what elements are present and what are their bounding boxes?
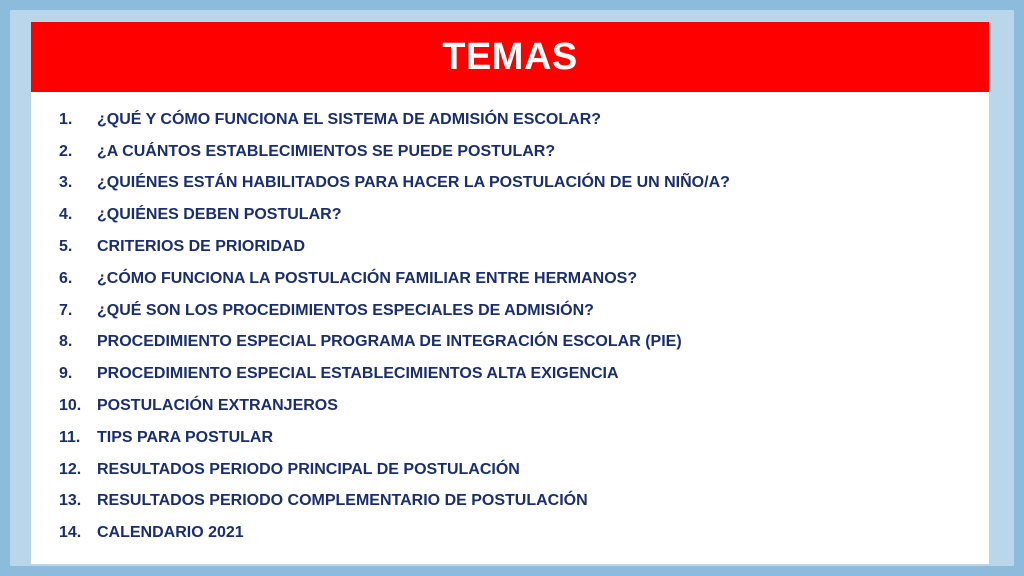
slide — [31, 22, 989, 564]
topic-text: RESULTADOS PERIODO COMPLEMENTARIO DE POSTULACIÓN — [97, 492, 588, 510]
topic-number: 2. — [59, 142, 73, 160]
topic-number: 8. — [59, 333, 73, 351]
topic-text: PROCEDIMIENTO ESPECIAL ESTABLECIMIENTOS ALTA EXIGENCIA — [97, 365, 619, 383]
topic-number: 6. — [59, 269, 73, 287]
topic-text: TIPS PARA POSTULAR — [97, 428, 274, 446]
topic-text: ¿QUIÉNES DEBEN POSTULAR? — [97, 206, 342, 224]
topic-text: CRITERIOS DE PRIORIDAD — [97, 238, 306, 256]
topic-item — [59, 390, 730, 422]
topic-text: ¿QUÉ Y CÓMO FUNCIONA EL SISTEMA DE ADMISIÓN ESCOLAR? — [97, 110, 602, 128]
topic-item — [59, 486, 730, 518]
topic-item — [59, 358, 730, 390]
topic-text: RESULTADOS PERIODO PRINCIPAL DE POSTULACIÓN — [97, 460, 520, 478]
topic-list — [59, 104, 730, 549]
topic-number: 13. — [59, 492, 82, 510]
topic-item — [59, 104, 730, 136]
topic-item — [59, 454, 730, 486]
topic-number: 10. — [59, 397, 82, 415]
topic-text: CALENDARIO 2021 — [97, 524, 244, 542]
topic-item — [59, 263, 730, 295]
title-banner — [31, 22, 989, 92]
slide-title: TEMAS — [442, 35, 578, 78]
topic-number: 11. — [59, 428, 81, 446]
topic-text: PROCEDIMIENTO ESPECIAL PROGRAMA DE INTEGRACIÓN ESCOLAR (PIE) — [97, 333, 682, 351]
topic-item — [59, 168, 730, 200]
topic-text: ¿QUIÉNES ESTÁN HABILITADOS PARA HACER LA POSTULACIÓN DE UN NIÑO/A? — [97, 174, 730, 192]
topic-item — [59, 422, 730, 454]
topic-number: 4. — [59, 206, 73, 224]
topic-number: 1. — [59, 110, 73, 128]
topic-number: 5. — [59, 238, 73, 256]
topic-number: 7. — [59, 301, 73, 319]
topic-text: ¿A CUÁNTOS ESTABLECIMIENTOS SE PUEDE POSTULAR? — [97, 142, 556, 160]
topic-text: POSTULACIÓN EXTRANJEROS — [97, 397, 338, 415]
topic-item — [59, 295, 730, 327]
topic-text: ¿QUÉ SON LOS PROCEDIMIENTOS ESPECIALES DE ADMISIÓN? — [97, 301, 594, 319]
topic-item — [59, 199, 730, 231]
topic-item — [59, 327, 730, 359]
topic-number: 14. — [59, 524, 82, 542]
topic-item — [59, 517, 730, 549]
topic-text: ¿CÓMO FUNCIONA LA POSTULACIÓN FAMILIAR ENTRE HERMANOS? — [97, 269, 638, 287]
topic-number: 3. — [59, 174, 73, 192]
topic-number: 9. — [59, 365, 73, 383]
topic-number: 12. — [59, 460, 82, 478]
topic-item — [59, 231, 730, 263]
topic-item — [59, 136, 730, 168]
